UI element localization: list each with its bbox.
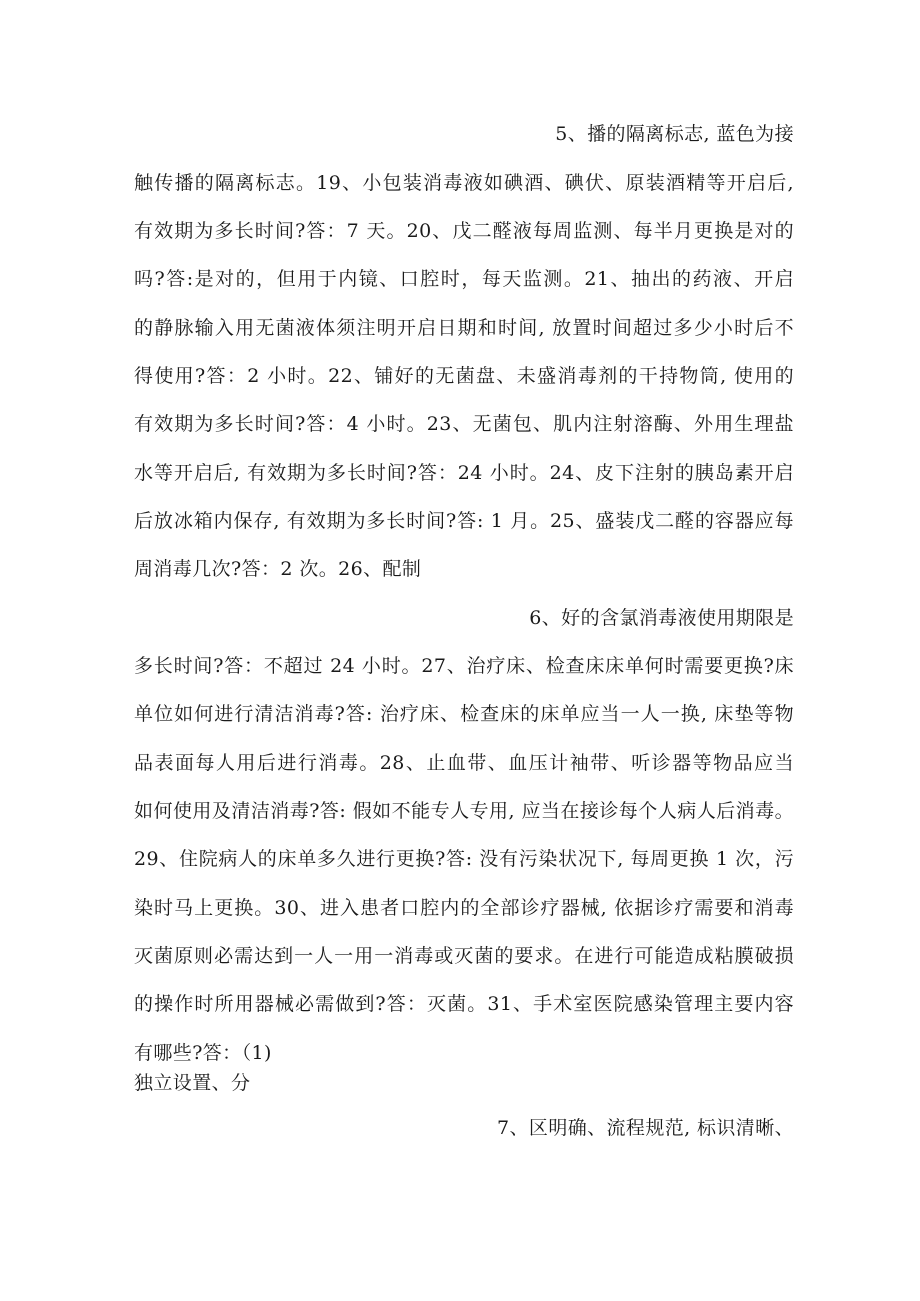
text-line: 的静脉输入用无菌液体须注明开启日期和时间, 放置时间超过多少小时后不 <box>134 317 794 339</box>
text-line: 29、住院病人的床单多久进行更换?答: 没有污染状况下, 每周更换 1 次，污 <box>134 848 794 870</box>
text-line: 周消毒几次?答：2 次。26、配制 <box>134 558 422 580</box>
text-line: 5、播的隔离标志, 蓝色为接 <box>555 123 794 145</box>
text-line: 有效期为多长时间?答：4 小时。23、无菌包、肌内注射溶酶、外用生理盐 <box>134 413 794 435</box>
text-line: 触传播的隔离标志。19、小包装消毒液如碘酒、碘伏、原装酒精等开启后, <box>134 172 794 194</box>
text-line: 后放冰箱内保存, 有效期为多长时间?答: 1 月。25、盛装戊二醛的容器应每 <box>134 510 794 532</box>
text-line: 染时马上更换。30、进入患者口腔内的全部诊疗器械, 依据诊疗需要和消毒 <box>134 897 794 919</box>
text-line: 吗?答:是对的，但用于内镜、口腔时，每天监测。21、抽出的药液、开启 <box>134 268 794 290</box>
text-line: 灭菌原则必需达到一人一用一消毒或灭菌的要求。在进行可能造成粘膜破损 <box>134 945 794 967</box>
text-line: 有效期为多长时间?答：7 天。20、戊二醛液每周监测、每半月更换是对的 <box>134 220 794 242</box>
text-line: 6、好的含氯消毒液使用期限是 <box>529 607 794 629</box>
text-line: 有哪些?答：（1) <box>134 1042 272 1064</box>
text-line: 如何使用及清洁消毒?答: 假如不能专人专用, 应当在接诊每个人病人后消毒。 <box>134 800 794 822</box>
text-line: 品表面每人用后进行消毒。28、止血带、血压计袖带、听诊器等物品应当 <box>134 752 794 774</box>
text-line: 7、区明确、流程规范, 标识清晰、 <box>497 1117 794 1139</box>
text-line: 得使用?答：2 小时。22、铺好的无菌盘、未盛消毒剂的干持物筒, 使用的 <box>134 365 794 387</box>
text-line: 的操作时所用器械必需做到?答：灭菌。31、手术室医院感染管理主要内容 <box>134 993 794 1015</box>
text-line: 独立设置、分 <box>134 1072 251 1094</box>
text-line: 多长时间?答：不超过 24 小时。27、治疗床、检查床床单何时需要更换?床 <box>134 655 794 677</box>
text-line: 单位如何进行清洁消毒?答: 治疗床、检查床的床单应当一人一换, 床垫等物 <box>134 703 794 725</box>
text-line: 水等开启后, 有效期为多长时间?答：24 小时。24、皮下注射的胰岛素开启 <box>134 462 794 484</box>
